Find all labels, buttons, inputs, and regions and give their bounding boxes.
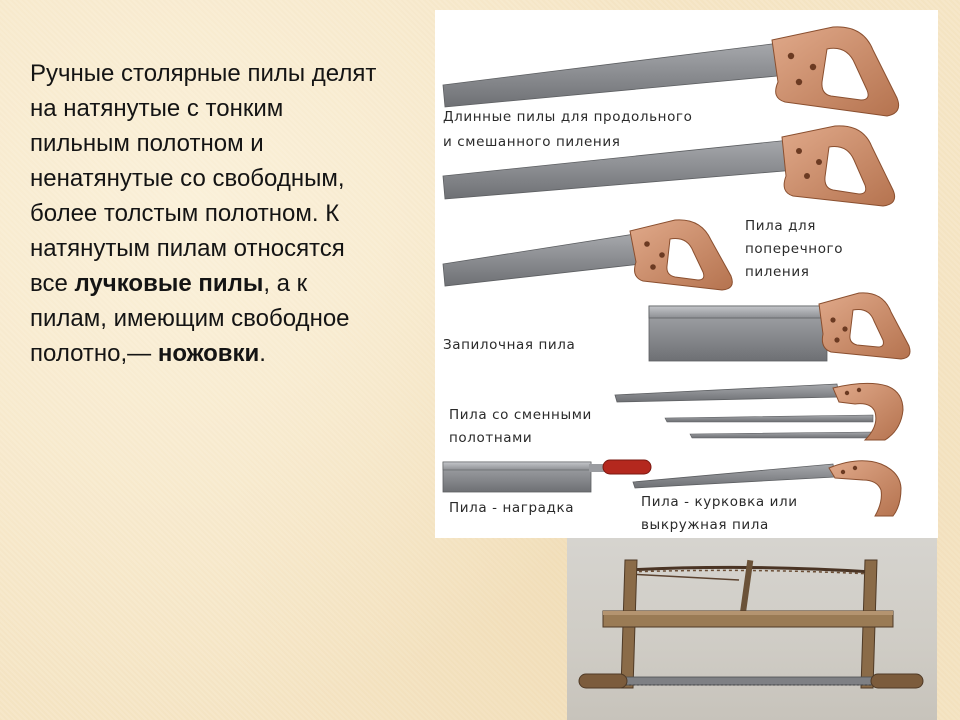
body-text: [30, 56, 385, 371]
term-bow-saws: лучковые пилы: [74, 270, 264, 297]
body-text-part-1: Ручные столярные пилы делят на натянутые с тонким пильным полотном и ненатянутые со свободным, более толстым полотном. К натянутым пилам относятся все: [30, 60, 377, 297]
label-interchangeable-2: полотнами: [449, 430, 533, 446]
tenon-saw: [649, 293, 910, 361]
body-text-part-2: , а к пилам, имеющим свободное полотно,—: [30, 270, 350, 367]
label-long-saws-1: Длинные пилы для продольного: [443, 109, 693, 125]
bow-saw-photo: [567, 538, 937, 720]
label-long-saws-2: и смешанного пиления: [443, 134, 621, 150]
crosscut-saw: [443, 220, 732, 290]
label-tenon-saw: Запилочная пила: [443, 337, 576, 353]
label-keyhole-1: Пила - курковка или: [641, 494, 798, 510]
interchangeable-blade-saw: [615, 383, 903, 440]
body-text-part-3: .: [259, 340, 266, 367]
label-crosscut-3: пиления: [745, 264, 810, 280]
long-rip-saw-1: [443, 27, 899, 116]
term-handsaws: ножовки: [157, 340, 260, 367]
saw-types-figure: [435, 10, 938, 538]
label-crosscut-2: поперечного: [745, 241, 844, 257]
label-flush-saw: Пила - наградка: [449, 500, 575, 516]
flush-saw: [443, 460, 651, 492]
label-keyhole-2: выкружная пила: [641, 517, 769, 533]
label-crosscut-1: Пила для: [745, 218, 817, 234]
label-interchangeable-1: Пила со сменными: [449, 407, 592, 423]
